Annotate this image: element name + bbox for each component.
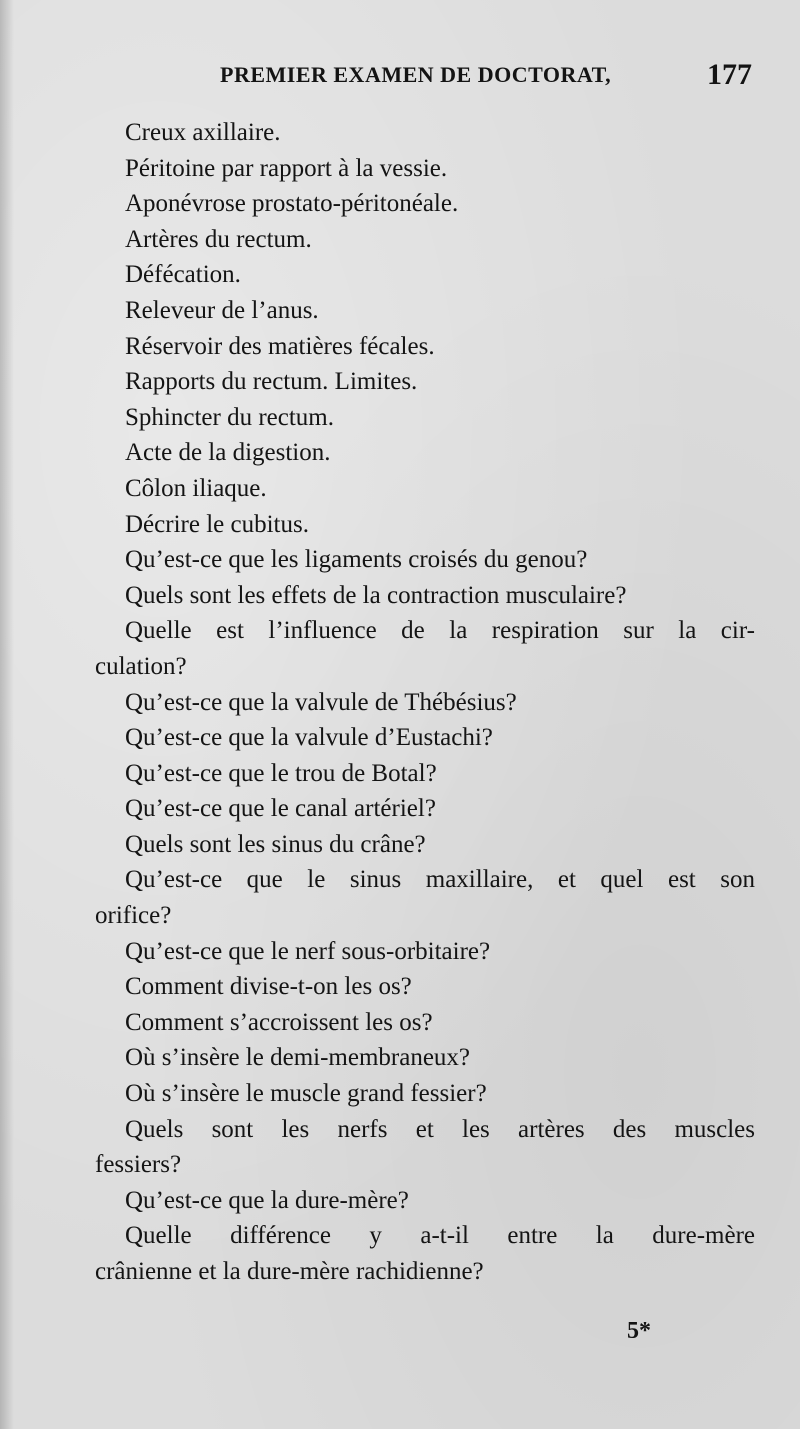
text-line: Où s’insère le demi-membraneux?	[125, 1044, 471, 1072]
text-line: crânienne et la dure-mère rachidienne?	[95, 1258, 484, 1285]
text-line: fessiers?	[95, 1151, 182, 1179]
question-list	[95, 115, 755, 1290]
text-line: Comment s’accroissent les os?	[125, 1008, 433, 1036]
text-line: Aponévrose prostato-péritonéale.	[125, 190, 459, 218]
text-line: culation?	[95, 652, 187, 680]
text-line: Qu’est-ce que la valvule d’Eustachi?	[125, 724, 493, 752]
page-number: 177	[707, 58, 752, 91]
text-line: Acte de la digestion.	[125, 439, 331, 467]
text-line: Quelle est l’influence de la respiration sur la cir-	[125, 617, 755, 645]
text-line: Quelle différence y a-t-il entre la dure-mère	[125, 1222, 755, 1250]
text-line: Qu’est-ce que le nerf sous-orbitaire?	[125, 937, 491, 965]
text-line: Rapports du rectum. Limites.	[125, 368, 418, 396]
running-head	[120, 58, 760, 94]
text-line: Défécation.	[125, 261, 241, 289]
text-line: Quels sont les nerfs et les artères des muscles	[125, 1115, 755, 1143]
text-line: Qu’est-ce que les ligaments croisés du genou?	[125, 546, 588, 574]
text-line: Péritoine par rapport à la vessie.	[125, 154, 448, 182]
signature-mark: 5*	[627, 1318, 651, 1344]
text-line: Qu’est-ce que le trou de Botal?	[125, 759, 437, 787]
text-line: Réservoir des matières fécales.	[125, 332, 435, 360]
running-title: PREMIER EXAMEN DE DOCTORAT,	[220, 62, 612, 87]
text-line: Décrire le cubitus.	[125, 510, 309, 538]
text-line: Sphincter du rectum.	[125, 403, 334, 431]
text-line: Où s’insère le muscle grand fessier?	[125, 1080, 487, 1108]
text-line: Qu’est-ce que le sinus maxillaire, et quel est son	[125, 866, 755, 894]
text-line: Releveur de l’anus.	[125, 296, 319, 324]
text-line: Qu’est-ce que la dure-mère?	[125, 1186, 409, 1214]
text-line: orifice?	[95, 902, 172, 930]
text-line: Quels sont les sinus du crâne?	[125, 830, 426, 858]
text-line: Qu’est-ce que le canal artériel?	[125, 795, 436, 823]
page-shadow-edge	[0, 0, 14, 1429]
text-line: Quels sont les effets de la contraction musculaire?	[125, 581, 627, 609]
text-line: Comment divise-t-on les os?	[125, 973, 412, 1001]
text-line: Côlon iliaque.	[125, 474, 267, 502]
text-line: Qu’est-ce que la valvule de Thébésius?	[125, 688, 517, 716]
text-line: Artères du rectum.	[125, 225, 312, 253]
text-line: Creux axillaire.	[125, 119, 281, 146]
